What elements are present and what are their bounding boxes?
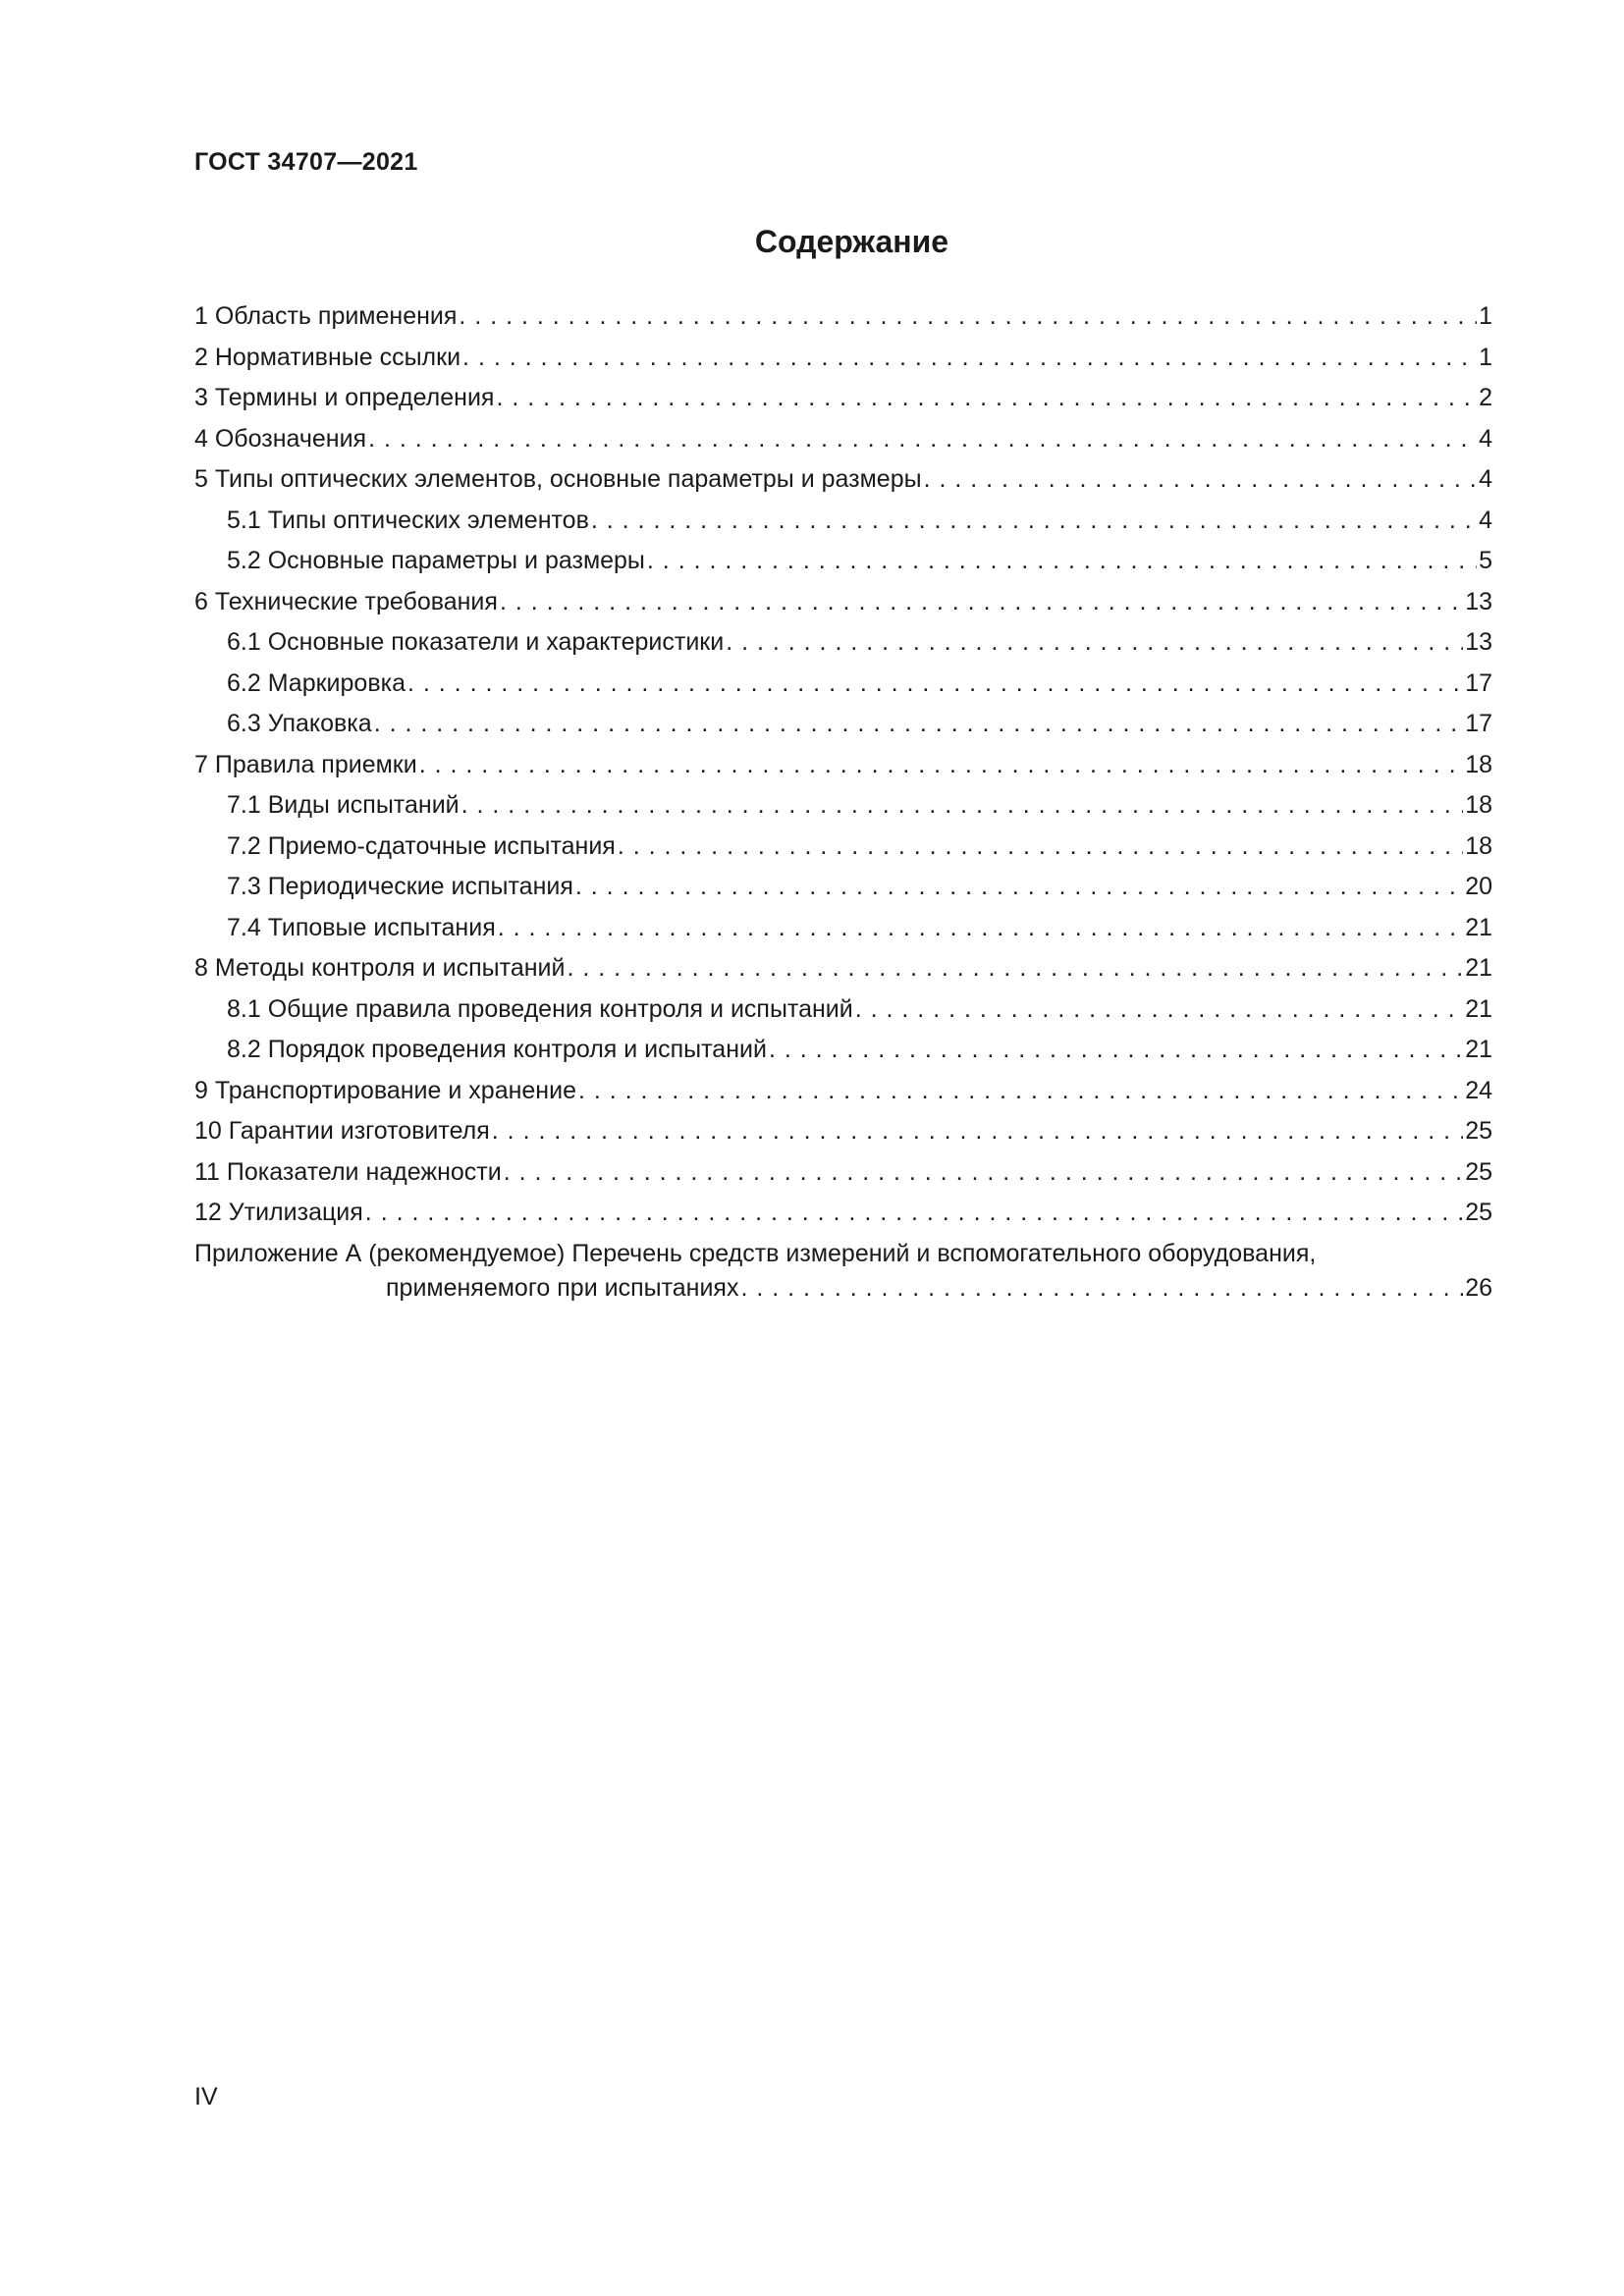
toc-appendix-entry[interactable] [194,1268,1492,1309]
toc-entry-label: 6.2 Маркировка [227,668,406,697]
toc-entry-page: 21 [1465,994,1492,1023]
toc-entry[interactable] [194,378,1492,419]
toc-entry-page: 17 [1465,668,1492,697]
toc-entry-label: 7.1 Виды испытаний [227,791,460,819]
document-code: ГОСТ 34707—2021 [194,148,418,176]
toc-leader-dots [769,1030,1463,1071]
toc-subentry[interactable] [194,501,1492,542]
toc-entry-page: 25 [1465,1117,1492,1145]
toc-leader-dots [462,338,1477,379]
toc-entry-page: 26 [1465,1274,1492,1302]
toc-entry[interactable] [194,296,1492,338]
toc-leader-dots [496,378,1477,419]
toc-entry-label: 11 Показатели надежности [194,1157,502,1186]
toc-entry-label: 6.1 Основные показатели и характеристики [227,628,725,656]
toc-leader-dots [374,704,1463,745]
toc-entry-label: 2 Нормативные ссылки [194,343,461,371]
toc-leader-dots [461,785,1464,827]
toc-entry-label: 8.2 Порядок проведения контроля и испытаний [227,1036,767,1063]
toc-entry[interactable] [194,745,1492,786]
toc-entry-label: 6.3 Упаковка [227,710,372,737]
toc-entry-page: 25 [1465,1199,1492,1226]
toc-subentry[interactable] [194,541,1492,582]
toc-entry-page: 18 [1465,831,1492,860]
toc-subentry[interactable] [194,908,1492,949]
toc-title: Содержание [754,224,949,259]
toc-entry-label: 7.2 Приемо-сдаточные испытания [227,831,616,860]
toc-entry-label: 6 Технические требования [194,587,498,615]
toc-entry-page: 4 [1479,465,1492,493]
toc-entry-page: 18 [1465,791,1492,819]
toc-leader-dots [419,745,1463,786]
toc-leader-dots [498,908,1463,949]
toc-leader-dots [618,827,1463,868]
toc-entry-page: 21 [1465,913,1492,941]
toc-entry-label: 5 Типы оптических элементов, основные параметры и размеры [194,465,922,493]
toc-leader-dots [726,622,1463,664]
toc-entry-label: 7.4 Типовые испытания [227,913,496,941]
toc-entry-label: 5.1 Типы оптических элементов [227,506,589,534]
toc-entry[interactable] [194,459,1492,501]
table-of-contents [194,296,1492,1309]
toc-leader-dots [500,582,1463,623]
toc-subentry[interactable] [194,622,1492,664]
toc-entry[interactable] [194,1152,1492,1194]
toc-entry-page: 13 [1465,628,1492,656]
toc-entry-label: 12 Утилизация [194,1199,363,1226]
toc-subentry[interactable] [194,664,1492,705]
toc-leader-dots [647,541,1477,582]
toc-entry-page: 1 [1479,302,1492,330]
toc-entry-page: 20 [1465,873,1492,900]
toc-entry-label: 3 Термины и определения [194,384,495,411]
toc-entry-label: 10 Гарантии изготовителя [194,1117,490,1145]
toc-entry-label: 1 Область применения [194,302,458,330]
toc-leader-dots [855,989,1463,1031]
toc-appendix-line1[interactable]: Приложение А (рекомендуемое) Перечень средств измерений и вспомогательного оборудования, [194,1239,1317,1267]
toc-leader-dots [365,1193,1463,1234]
toc-entry[interactable] [194,948,1492,989]
toc-entry-page: 21 [1465,954,1492,982]
toc-entry[interactable] [194,1193,1492,1234]
toc-leader-dots [591,501,1477,542]
toc-subentry[interactable] [194,867,1492,908]
toc-subentry[interactable] [194,704,1492,745]
toc-entry-label: 5.2 Основные параметры и размеры [227,547,645,574]
toc-leader-dots [575,867,1463,908]
toc-entry[interactable] [194,338,1492,379]
toc-entry-label: 7.3 Периодические испытания [227,873,573,900]
toc-entry[interactable] [194,582,1492,623]
toc-subentry[interactable] [194,989,1492,1031]
toc-subentry[interactable] [194,827,1492,868]
toc-entry-page: 5 [1479,547,1492,574]
toc-entry[interactable] [194,419,1492,460]
toc-subentry[interactable] [194,785,1492,827]
toc-entry-page: 21 [1465,1036,1492,1063]
toc-leader-dots [924,459,1478,501]
toc-leader-dots [578,1071,1463,1112]
toc-entry[interactable] [194,1071,1492,1112]
page-number: IV [194,2083,218,2110]
toc-entry-label: 4 Обозначения [194,424,367,453]
toc-entry-page: 25 [1465,1157,1492,1186]
toc-entry-page: 17 [1465,710,1492,737]
toc-appendix-line2: применяемого при испытаниях [386,1274,739,1302]
toc-leader-dots [492,1111,1463,1152]
toc-leader-dots [567,948,1463,989]
toc-subentry[interactable] [194,1030,1492,1071]
toc-entry-label: 9 Транспортирование и хранение [194,1076,576,1104]
toc-entry-page: 13 [1465,587,1492,615]
toc-entry-page: 4 [1479,424,1492,453]
toc-entry-page: 1 [1479,343,1492,371]
toc-entry-label: 7 Правила приемки [194,750,417,778]
toc-leader-dots [459,296,1477,338]
toc-entry-label: 8 Методы контроля и испытаний [194,954,566,982]
toc-entry-page: 18 [1465,750,1492,778]
toc-entry-page: 4 [1479,506,1492,534]
toc-leader-dots [368,419,1477,460]
toc-entry[interactable] [194,1111,1492,1152]
toc-entry-page: 24 [1465,1076,1492,1104]
toc-entry-label: 8.1 Общие правила проведения контроля и испытаний [227,994,853,1023]
toc-leader-dots [407,664,1463,705]
toc-leader-dots [504,1152,1463,1194]
toc-leader-dots [740,1268,1463,1309]
toc-entry-page: 2 [1479,384,1492,411]
